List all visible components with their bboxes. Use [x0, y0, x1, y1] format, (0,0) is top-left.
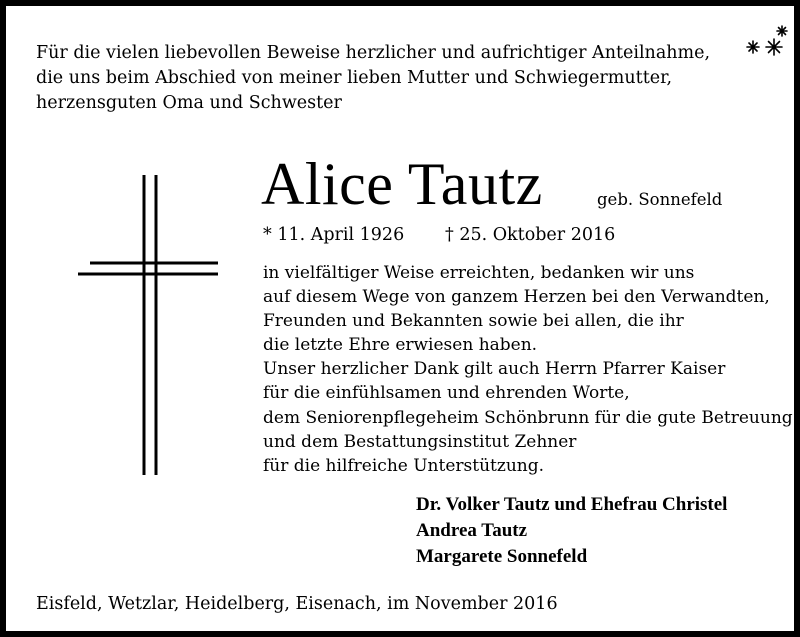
- flower-sprigs-icon: [742, 22, 792, 62]
- thanks-line: Freunden und Bekannten sowie bei allen, die ihr: [263, 311, 684, 332]
- signer-name: Andrea Tautz: [416, 520, 528, 541]
- birth-date: * 11. April 1926: [263, 225, 405, 245]
- thanks-line: Unser herzlicher Dank gilt auch Herrn Pfarrer Kaiser: [263, 359, 726, 380]
- thanks-line: auf diesem Wege von ganzem Herzen bei den Verwandten,: [263, 287, 770, 308]
- thanks-line: für die hilfreiche Unterstützung.: [263, 455, 544, 476]
- death-date: † 25. Oktober 2016: [445, 225, 616, 245]
- signers: [416, 492, 727, 570]
- thanks-line: die letzte Ehre erwiesen haben.: [263, 335, 538, 356]
- intro-line: herzensguten Oma und Schwester: [36, 93, 342, 113]
- intro-text: [36, 41, 710, 116]
- intro-line: Für die vielen liebevollen Beweise herzlicher und aufrichtiger Anteilnahme,: [36, 43, 711, 63]
- signer-name: Margarete Sonnefeld: [416, 546, 588, 567]
- signer-name: Dr. Volker Tautz und Ehefrau Christel: [416, 494, 728, 515]
- deceased-name: Alice Tautz: [261, 151, 543, 217]
- thanks-line: in vielfältiger Weise erreichten, bedanken wir uns: [263, 263, 695, 283]
- thanks-line: dem Seniorenpflegeheim Schönbrunn für die gute Betreuung: [263, 407, 793, 428]
- thanks-line: und dem Bestattungsinstitut Zehner: [263, 431, 577, 452]
- thanks-text: [263, 261, 793, 478]
- maiden-name: geb. Sonnefeld: [597, 190, 723, 209]
- place-and-date: Eisfeld, Wetzlar, Heidelberg, Eisenach, im November 2016: [36, 594, 558, 614]
- double-line-cross-icon: [78, 175, 218, 475]
- thanks-line: für die einfühlsamen und ehrenden Worte,: [263, 383, 630, 404]
- intro-line: die uns beim Abschied von meiner lieben Mutter und Schwiegermutter,: [36, 68, 673, 88]
